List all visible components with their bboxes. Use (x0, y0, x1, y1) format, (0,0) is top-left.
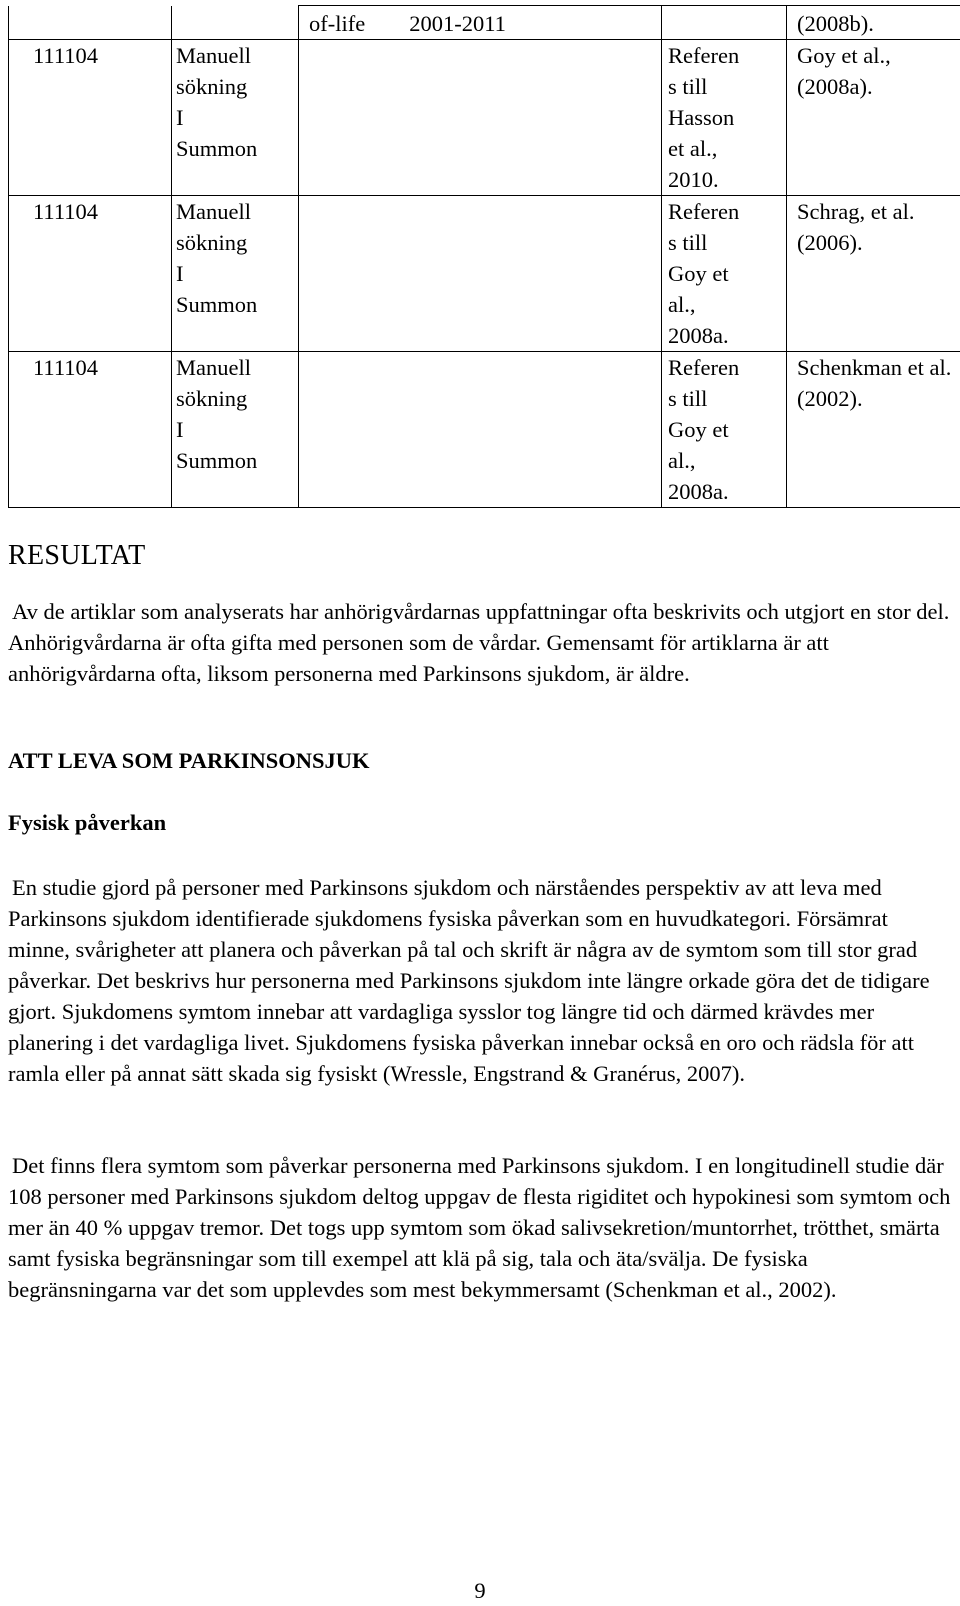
table-cell-id: 111104 (9, 196, 172, 352)
resultat-heading: RESULTAT (8, 540, 146, 571)
table-cell-reference: Referen s till Goy et al., 2008a. (662, 196, 787, 352)
body-paragraph: En studie gjord på personer med Parkinsons sjukdom och närståendes perspektiv av att leva med Parkinsons sjukdom identifierade sjukdomens fysiska påverkan som en huvudkategori. Försämrat minne, svårigheter att planera och påverkan på tal och skrift är några av de symtom som till stor grad påverkar. Det beskrivs hur personerna med Parkinsons sjukdom inte längre orkade göra det de tidigare gjort. Sjukdomens symtom innebar att vardagliga sysslor tog längre tid och därmed krävdes mer planering i det vardagliga livet. Sjukdomens fysiska påverkan innebar också en oro och rädsla för att ramla eller på annat sätt skada sig fysiskt (Wressle, Engstrand & Granérus, 2007). (8, 875, 930, 1086)
subsection-heading: Fysisk påverkan (8, 810, 167, 835)
table-cell-reference: Referen s till Goy et al., 2008a. (662, 352, 787, 508)
table-row (9, 352, 960, 508)
table-cell-empty (172, 6, 299, 40)
table-cell-source: Goy et al., (2008a). (787, 40, 960, 196)
table-cell-empty (9, 6, 172, 40)
table-cell-source (787, 6, 960, 40)
cell-text: (2008b). (797, 11, 874, 36)
section-heading: ATT LEVA SOM PARKINSONSJUK (8, 748, 370, 773)
table-cell-empty (662, 6, 787, 40)
page-number: 9 (474, 1578, 486, 1603)
cell-text: of-life (309, 11, 366, 36)
table-cell-empty (299, 352, 662, 508)
table-cell-method: Manuell sökning I Summon (172, 40, 299, 196)
table-row (9, 6, 960, 40)
table-cell-keywords (299, 6, 662, 40)
table-cell-id: 111104 (9, 352, 172, 508)
table-cell-method: Manuell sökning I Summon (172, 352, 299, 508)
table-cell-empty (299, 40, 662, 196)
table-row (9, 196, 960, 352)
body-paragraph: Det finns flera symtom som påverkar personerna med Parkinsons sjukdom. I en longitudinell studie där 108 personer med Parkinsons sjukdom deltog uppgav de flesta rigiditet och hypokinesi som symtom och mer än 40 % uppgav tremor. Det togs upp symtom som ökad salivsekretion/muntorrhet, trötthet, smärta samt fysiska begränsningar som till exempel att klä på sig, tala och äta/svälja. De fysiska begränsningarna var det som upplevdes som mest bekymmersamt (Schenkman et al., 2002). (8, 1153, 951, 1302)
table-cell-id: 111104 (9, 40, 172, 196)
table-row (9, 40, 960, 196)
table-cell-method: Manuell sökning I Summon (172, 196, 299, 352)
resultat-paragraph: Av de artiklar som analyserats har anhörigvårdarnas uppfattningar ofta beskrivits och utgjort en stor del. Anhörigvårdarna är ofta gifta med personen som de vårdar. Gemensamt för artiklarna är att anhörigvårdarna ofta, liksom personerna med Parkinsons sjukdom, är äldre. (8, 599, 950, 686)
cell-text: 2001-2011 (409, 11, 506, 36)
table-cell-empty (299, 196, 662, 352)
table-cell-source: Schenkman et al. (2002). (787, 352, 960, 508)
articles-table (8, 5, 960, 508)
table-cell-reference: Referen s till Hasson et al., 2010. (662, 40, 787, 196)
table-cell-source: Schrag, et al. (2006). (787, 196, 960, 352)
